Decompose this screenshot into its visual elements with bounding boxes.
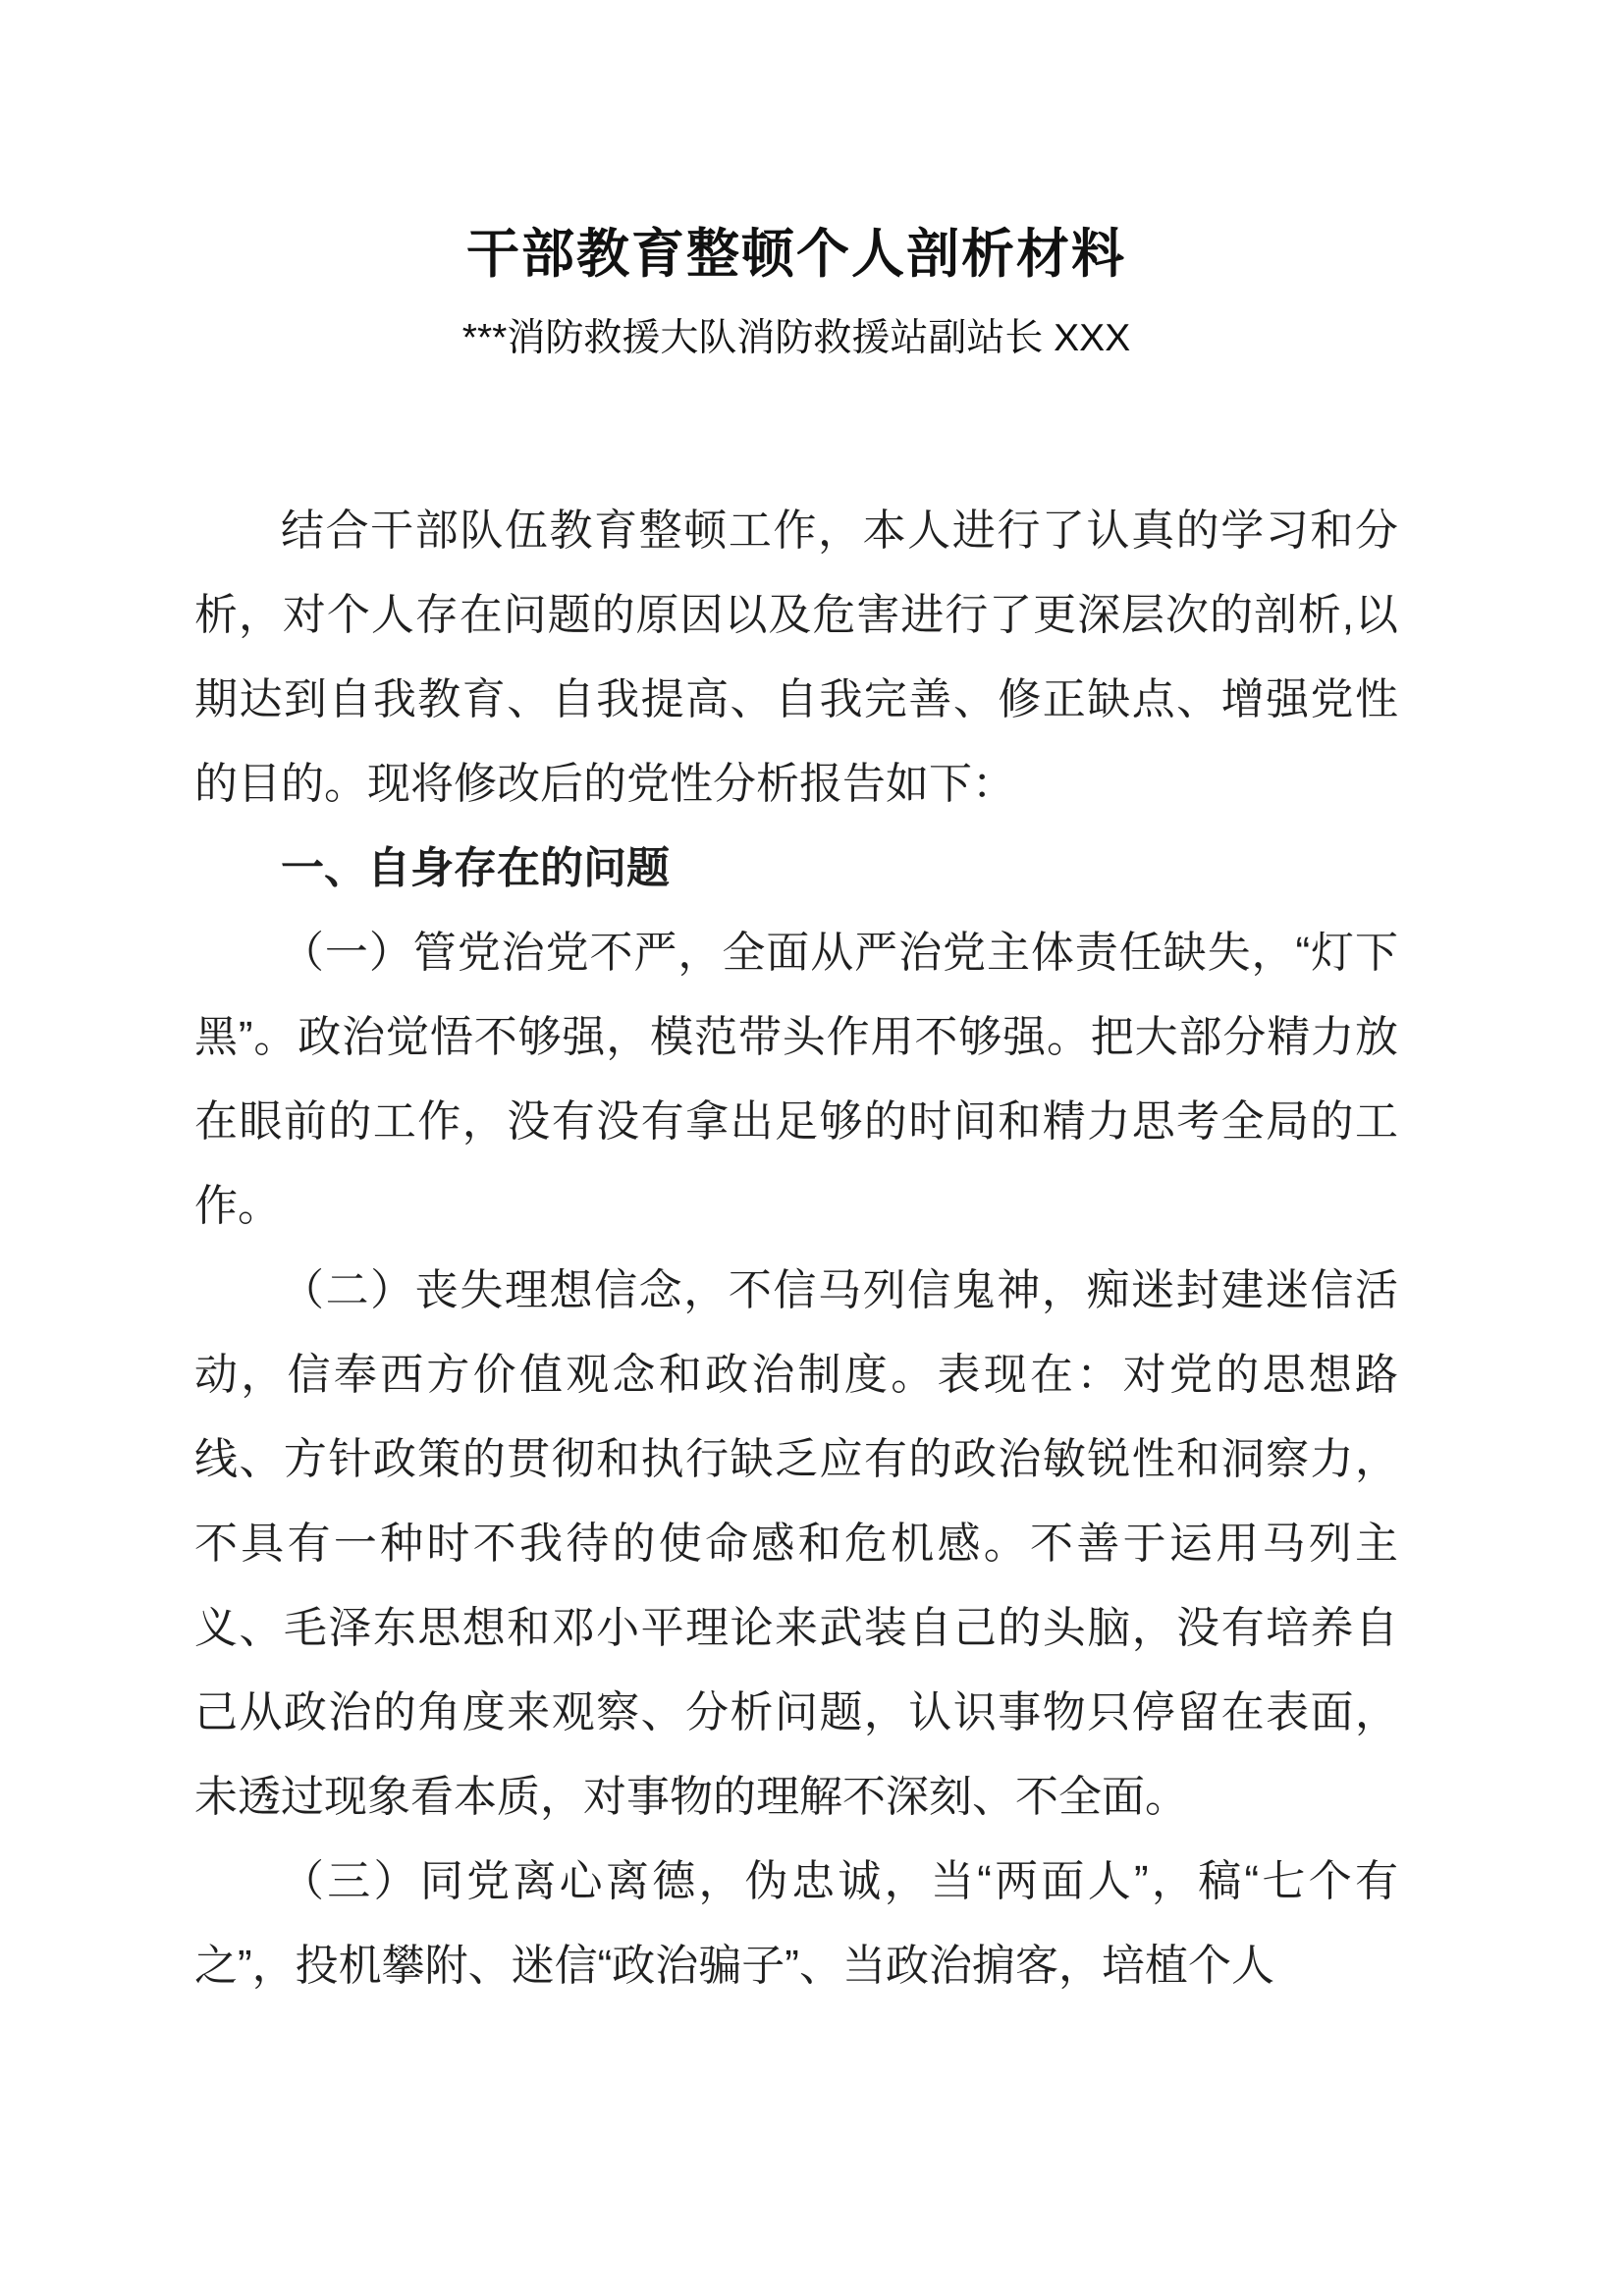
body-paragraph: （三）同党离心离德，伪忠诚，当“两面人”，稿“七个有之”，投机攀附、迷信“政治骗子”、当政治掮客，培植个人	[194, 1857, 1398, 1991]
document-content	[194, 222, 1398, 2008]
body-paragraph: （二）丧失理想信念，不信马列信鬼神，痴迷封建迷信活动，信奉西方价值观念和政治制度。表现在：对党的思想路线、方针政策的贯彻和执行缺乏应有的政治敏锐性和洞察力，不具有一种时不我待的使命感和危机感。不善于运用马列主义、毛泽东思想和邓小平理论来武装自己的头脑，没有培养自己从政治的角度来观察、分析问题，认识事物只停留在表面，未透过现象看本质，对事物的理解不深刻、不全面。	[194, 1266, 1398, 1822]
section-heading: 一、自身存在的问题	[281, 844, 670, 893]
body-paragraph: 结合干部队伍教育整顿工作，本人进行了认真的学习和分析，对个人存在问题的原因以及危害进行了更深层次的剖析,以期达到自我教育、自我提高、自我完善、修正缺点、增强党性的目的。现将修改后的党性分析报告如下：	[194, 507, 1398, 809]
document-subtitle: ***消防救援大队消防救援站副站长 XXX	[461, 316, 1131, 359]
document-title: 干部教育整顿个人剖析材料	[466, 225, 1126, 284]
body-paragraph: （一）管党治党不严，全面从严治党主体责任缺失，“灯下黑”。政治觉悟不够强，模范带头作用不够强。把大部分精力放在眼前的工作，没有没有拿出足够的时间和精力思考全局的工作。	[194, 929, 1398, 1231]
document-body	[194, 489, 1398, 2008]
